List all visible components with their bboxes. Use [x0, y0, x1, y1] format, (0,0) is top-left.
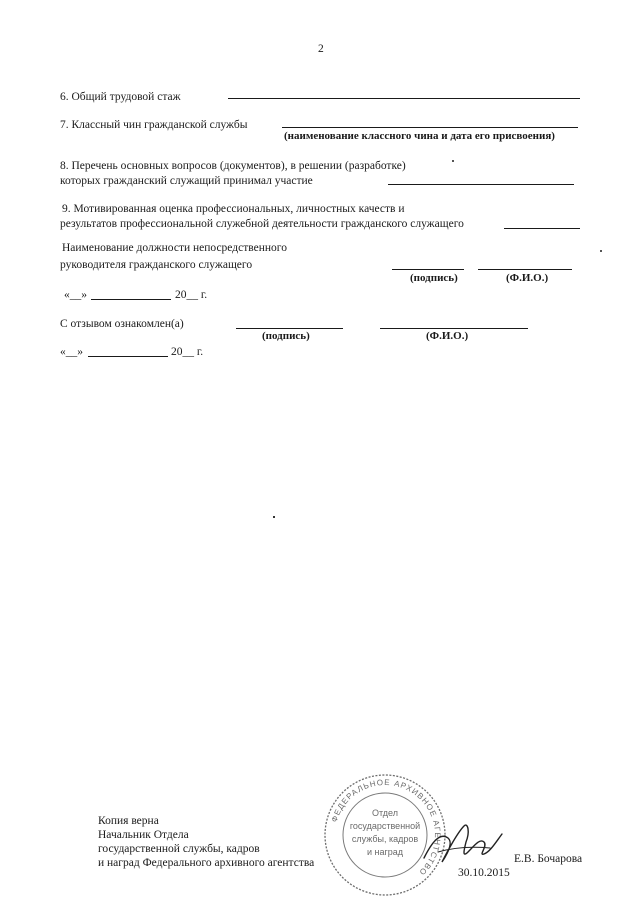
supervisor-date-month-line [91, 299, 171, 300]
stamp-ring-text: ФЕДЕРАЛЬНОЕ АРХИВНОЕ АГЕНТСТВО [329, 777, 443, 878]
supervisor-title-line2: руководителя гражданского служащего [60, 259, 253, 271]
stamp-inner-line2: государственной [349, 821, 421, 831]
section8-fill-line [388, 184, 574, 185]
certification-signer: Е.В. Бочарова [514, 853, 583, 865]
section9-fill-line [504, 228, 580, 229]
acknowledged-fio-caption: (Ф.И.О.) [426, 330, 469, 342]
section8-line2: которых гражданский служащий принимал участие [60, 175, 313, 187]
acknowledged-date-month-line [88, 356, 168, 357]
scan-speck [273, 516, 275, 518]
section8-line1: 8. Перечень основных вопросов (документов), в решении (разработке) [60, 160, 406, 172]
certification-date: 30.10.2015 [458, 867, 510, 879]
supervisor-date-day: «__» [64, 289, 87, 301]
supervisor-signature-caption: (подпись) [410, 272, 458, 284]
certification-line1: Копия верна [98, 815, 159, 827]
section7-fill-line [282, 127, 578, 128]
supervisor-title-line1: Наименование должности непосредственного [62, 242, 287, 254]
stamp-inner-line1: Отдел [371, 808, 399, 818]
section9-line2: результатов профессиональной служебной деятельности гражданского служащего [60, 218, 464, 230]
section6-label: 6. Общий трудовой стаж [60, 91, 181, 103]
supervisor-signature-line [392, 269, 464, 270]
section6-fill-line [228, 98, 580, 99]
supervisor-fio-caption: (Ф.И.О.) [506, 272, 549, 284]
supervisor-date-year: 20__ г. [175, 289, 208, 301]
certification-line2: Начальник Отдела [98, 829, 189, 841]
acknowledged-date-year: 20__ г. [171, 346, 204, 358]
stamp-inner-line4: и наград [366, 847, 404, 857]
handwritten-signature [418, 812, 508, 872]
section7-label: 7. Классный чин гражданской службы [60, 119, 248, 131]
acknowledged-label: С отзывом ознакомлен(а) [60, 318, 184, 330]
stamp-inner-line3: службы, кадров [351, 834, 419, 844]
acknowledged-signature-line [236, 328, 343, 329]
section7-caption: (наименование классного чина и дата его присвоения) [284, 130, 555, 142]
acknowledged-date-day: «__» [60, 346, 83, 358]
certification-line4: и наград Федерального архивного агентства [98, 857, 315, 869]
scan-speck [600, 250, 602, 252]
certification-line3: государственной службы, кадров [98, 843, 260, 855]
scan-speck [452, 160, 454, 162]
supervisor-fio-line [478, 269, 572, 270]
acknowledged-fio-line [380, 328, 528, 329]
section9-line1: 9. Мотивированная оценка профессиональных, личностных качеств и [62, 203, 405, 215]
page-number: 2 [318, 43, 324, 55]
acknowledged-signature-caption: (подпись) [262, 330, 310, 342]
